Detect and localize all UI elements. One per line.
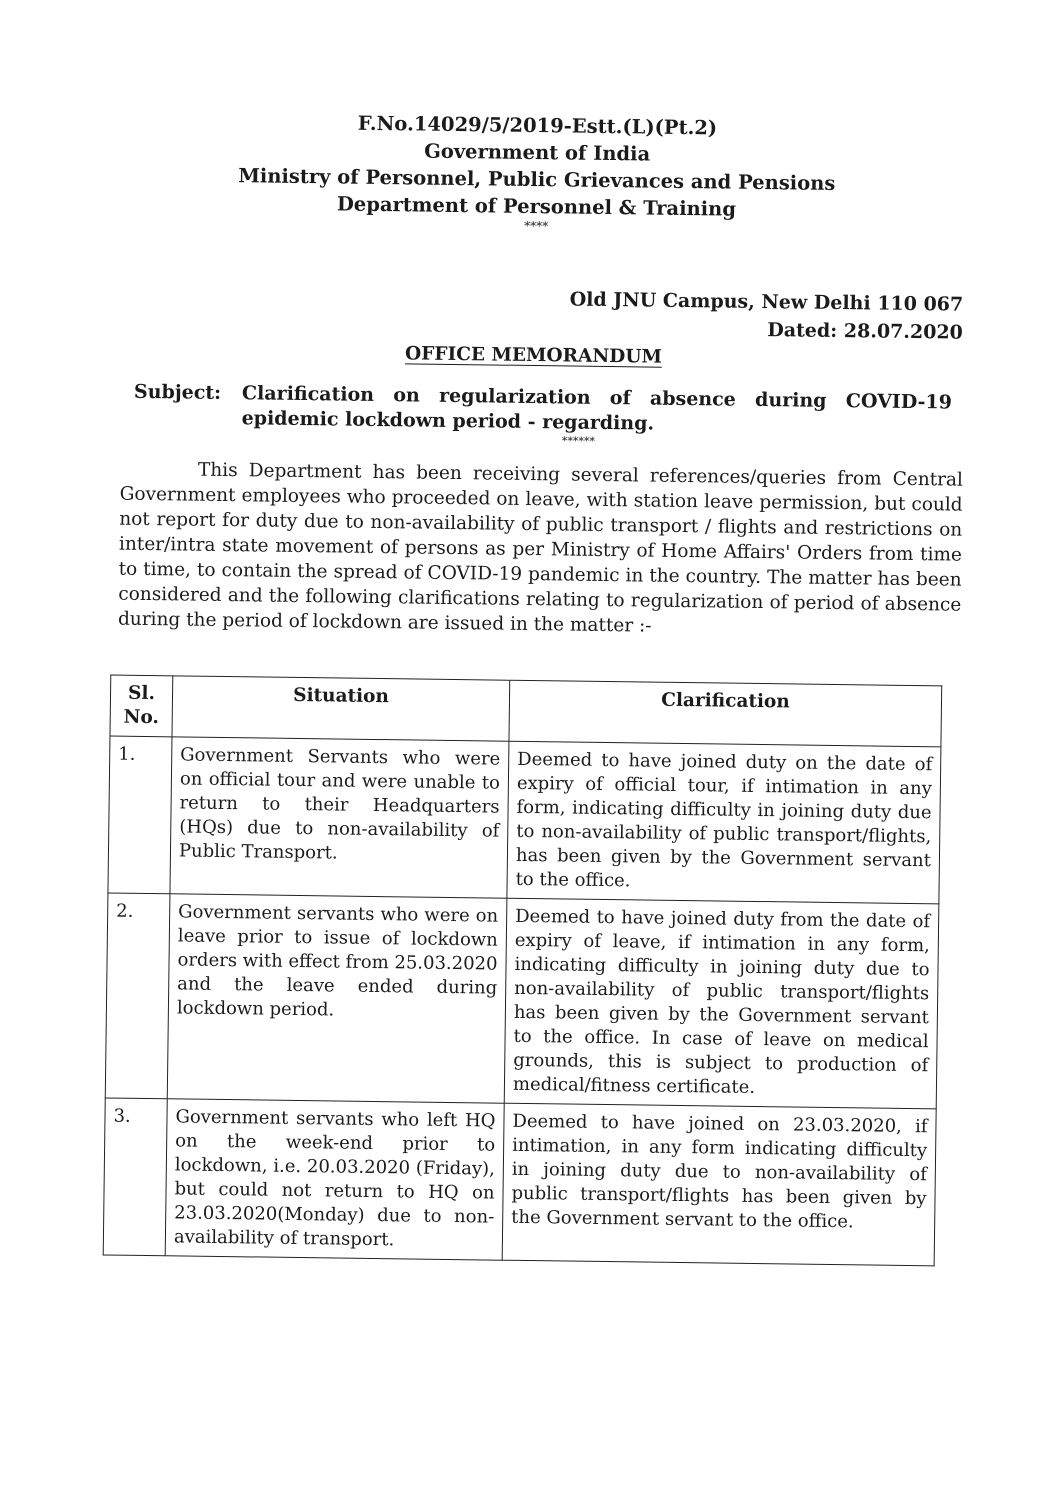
table-row (105, 893, 939, 1109)
subject-label: Subject: (133, 380, 222, 404)
clarification-table (103, 675, 943, 1267)
address-block (569, 285, 963, 346)
subject-block (133, 380, 964, 453)
memo-date: Dated: 28.07.2020 (767, 319, 963, 344)
ministry-name: Ministry of Personnel, Public Grievances and Pensions (238, 164, 836, 195)
row-clarification: Deemed to have joined duty from the date of expiry of leave, if intimation in any form, indicating difficulty in joining duty due to non-availability of public transport/flights has been given by the Government servant to the office. In case of leave on medical grounds, this is subject to production of medical/fitness certificate. (504, 898, 939, 1109)
row-clarification: Deemed to have joined on 23.03.2020, if intimation, in any form indicating difficulty in joining duty due to non-availability of public transport/flights has been given by the Government servant to the office. (502, 1103, 936, 1266)
row-sl-no: 1. (108, 736, 172, 894)
row-sl-no: 3. (103, 1098, 167, 1256)
table-row (108, 736, 941, 904)
row-situation: Government servants who left HQ on the week-end prior to lockdown, i.e. 20.03.2020 (Friday), but could not return to HQ on 23.03.2020(Monday) due to non-availability of transport. (165, 1099, 504, 1260)
table-header-row (110, 675, 942, 747)
department-name: Department of Personnel & Training (336, 192, 737, 221)
subject-text: Clarification on regularization of absence during COVID-19 epidemic lockdown period - regarding. (241, 382, 953, 435)
table-row (103, 1098, 936, 1266)
header-clarification: Clarification (509, 680, 942, 747)
row-situation: Government servants who were on leave prior to issue of lockdown orders with effect from 25.03.2020 and the leave ended during lockdown period. (167, 894, 507, 1103)
row-sl-no: 2. (105, 893, 170, 1099)
header-situation: Situation (172, 676, 510, 741)
header-stars: **** (524, 218, 549, 234)
office-location: Old JNU Campus, New Delhi 110 067 (569, 288, 964, 316)
body-paragraph: This Department has been receiving several references/queries from Central Government employees who proceeded on leave, with station leave permission, but could not report for duty due to non-availability of public transport / flights and restrictions on inter/intra state movement of persons as per Ministry of Home Affairs' Orders from time to time, to contain the spread of COVID-19 pandemic in the country. The matter has been considered and the following clarifications relating to regularization of period of absence during the period of lockdown are issued in the matter :- (117, 459, 964, 637)
subject-stars: ****** (561, 434, 595, 448)
letterhead (206, 108, 868, 237)
row-situation: Government Servants who were on official tour and were unable to return to their Headquarters (HQs) due to non-availability of Public Transport. (170, 737, 509, 898)
file-number: F.No.14029/5/2019-Estt.(L)(Pt.2) (357, 111, 718, 140)
header-sl-no: Sl. No. (110, 675, 173, 737)
memo-title: OFFICE MEMORANDUM (404, 343, 663, 368)
government-name: Government of India (424, 139, 651, 166)
row-clarification: Deemed to have joined duty on the date of expiry of official tour, if intimation in any form, indicating difficulty in joining duty due to non-availability of public transport/flights, has been given by the Government servant to the office. (507, 741, 941, 904)
